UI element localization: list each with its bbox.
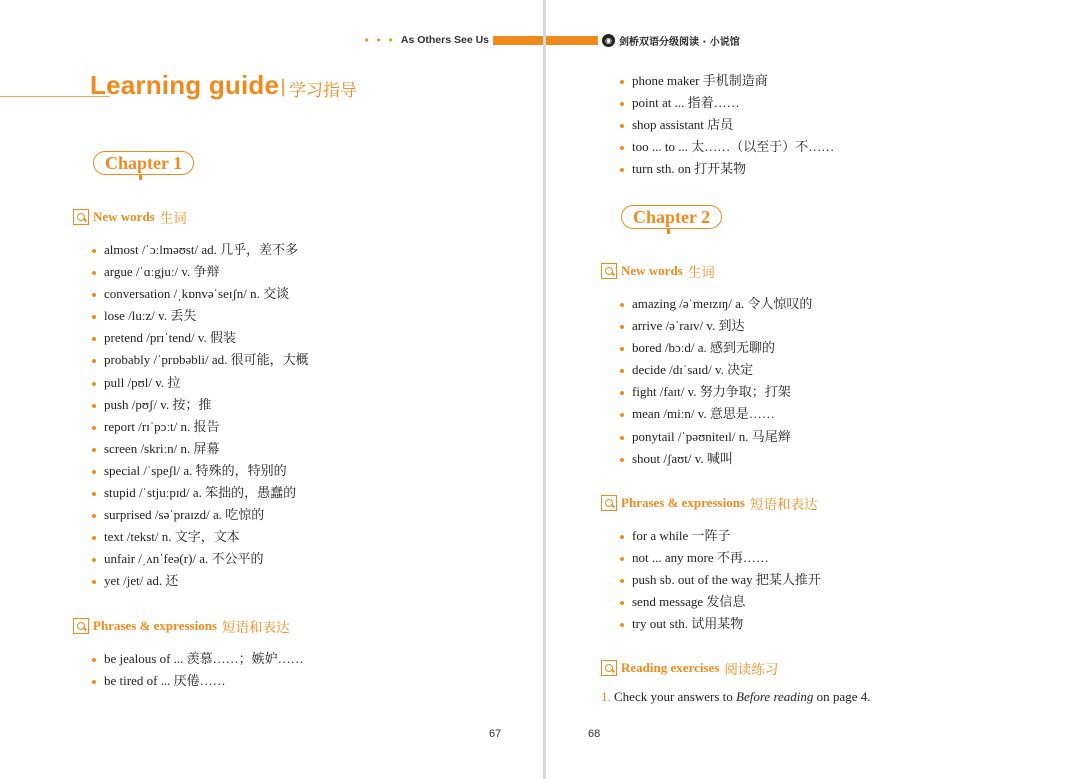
list-item: screen /skriːn/ n. 屏幕 [92, 438, 309, 460]
list-item: push sb. out of the way 把某人推开 [620, 569, 821, 591]
new-words-list [620, 293, 812, 470]
page-number: 68 [588, 728, 601, 740]
search-book-icon [601, 495, 617, 511]
header-dots: • • • [363, 33, 395, 47]
list-item: too ... to ... 太……（以至于）不…… [620, 136, 834, 158]
section-heading-en: Reading exercises [621, 660, 720, 675]
header-book-title: As Others See Us [400, 34, 489, 46]
list-item: push /pʊʃ/ v. 按；推 [92, 394, 309, 416]
list-item: yet /jet/ ad. 还 [92, 570, 309, 592]
list-item: report /rɪˈpɔːt/ n. 报告 [92, 416, 309, 438]
list-item: probably /ˈprɒbəbli/ ad. 很可能，大概 [92, 349, 309, 371]
list-item: send message 发信息 [620, 591, 821, 613]
right-page [546, 0, 1080, 779]
list-item: try out sth. 试用某物 [620, 613, 821, 635]
title-english: Learning guide [90, 70, 280, 100]
list-item: shout /ʃaʊt/ v. 喊叫 [620, 448, 812, 470]
new-words-list [92, 239, 309, 593]
header-bar [493, 36, 543, 45]
section-heading-en: New words [621, 263, 683, 278]
list-item: ponytail /ˈpəʊniteɪl/ n. 马尾辫 [620, 426, 812, 448]
list-item: decide /dɪˈsaɪd/ v. 决定 [620, 359, 812, 381]
list-item: lose /luːz/ v. 丢失 [92, 305, 309, 327]
section-heading-en: Phrases & expressions [621, 495, 745, 510]
new-words-heading [601, 261, 715, 281]
header-series-title: 剑桥双语分级阅读 · 小说馆 [619, 36, 740, 48]
phrases-heading [73, 616, 289, 636]
page-title [0, 70, 543, 102]
section-heading-en: New words [93, 209, 155, 224]
list-item: shop assistant 店员 [620, 114, 834, 136]
exercise-text-end: on page 4. [816, 689, 871, 704]
page-number: 67 [489, 728, 502, 740]
title-separator: | [280, 76, 287, 97]
list-item: stupid /ˈstjuːpɪd/ a. 笨拙的，愚蠢的 [92, 482, 309, 504]
list-item: phone maker 手机制造商 [620, 70, 834, 92]
phrases-heading [601, 493, 817, 513]
list-item: almost /ˈɔːlməʊst/ ad. 几乎，差不多 [92, 239, 309, 261]
list-item: pretend /prɪˈtend/ v. 假装 [92, 327, 309, 349]
list-item: turn sth. on 打开某物 [620, 158, 834, 180]
list-item: be tired of ... 厌倦…… [92, 670, 304, 692]
list-item: pull /pʊl/ v. 拉 [92, 372, 309, 394]
chapter-badge-1: Chapter 1 [93, 151, 194, 175]
section-heading-cn: 短语和表达 [221, 620, 290, 636]
list-item: not ... any more 不再…… [620, 547, 821, 569]
list-item: bored /bɔːd/ a. 感到无聊的 [620, 337, 812, 359]
continued-phrases-list [620, 70, 834, 180]
list-item: for a while 一阵子 [620, 525, 821, 547]
phrases-list [92, 648, 304, 692]
exercise-reference: Before reading [736, 689, 814, 704]
section-heading-en: Phrases & expressions [93, 618, 217, 633]
list-item: text /tekst/ n. 文字，文本 [92, 526, 309, 548]
list-item: argue /ˈɑːgjuː/ v. 争辩 [92, 261, 309, 283]
list-item: mean /miːn/ v. 意思是…… [620, 403, 812, 425]
list-item: surprised /səˈpraɪzd/ a. 吃惊的 [92, 504, 309, 526]
header-bar [546, 36, 598, 45]
list-item: conversation /ˌkɒnvəˈseɪʃn/ n. 交谈 [92, 283, 309, 305]
search-book-icon [73, 618, 89, 634]
running-header-right [546, 33, 740, 47]
search-book-icon [601, 263, 617, 279]
new-words-heading [73, 207, 187, 227]
exercise-text: Check your answers to [614, 689, 733, 704]
section-heading-cn: 阅读练习 [724, 662, 779, 678]
list-item: unfair /ˌʌnˈfeə(r)/ a. 不公平的 [92, 548, 309, 570]
phrases-list [620, 525, 821, 635]
reading-exercises-heading [601, 658, 778, 678]
list-item: be jealous of ... 羡慕……；嫉妒…… [92, 648, 304, 670]
list-item: arrive /əˈraɪv/ v. 到达 [620, 315, 812, 337]
search-book-icon [601, 660, 617, 676]
series-logo-icon: ◉ [602, 34, 615, 47]
section-heading-cn: 短语和表达 [749, 497, 818, 513]
list-item: amazing /əˈmeɪzɪŋ/ a. 令人惊叹的 [620, 293, 812, 315]
list-item: special /ˈspeʃl/ a. 特殊的，特别的 [92, 460, 309, 482]
section-heading-cn: 生词 [687, 265, 715, 281]
exercise-item [601, 689, 870, 705]
list-item: point at ... 指着…… [620, 92, 834, 114]
search-book-icon [73, 209, 89, 225]
section-heading-cn: 生词 [159, 211, 187, 227]
list-item: fight /faɪt/ v. 努力争取；打架 [620, 381, 812, 403]
exercise-number: 1. [601, 689, 611, 704]
chapter-badge-2: Chapter 2 [621, 205, 722, 229]
running-header-left [363, 34, 543, 46]
title-chinese: 学习指导 [289, 81, 357, 101]
